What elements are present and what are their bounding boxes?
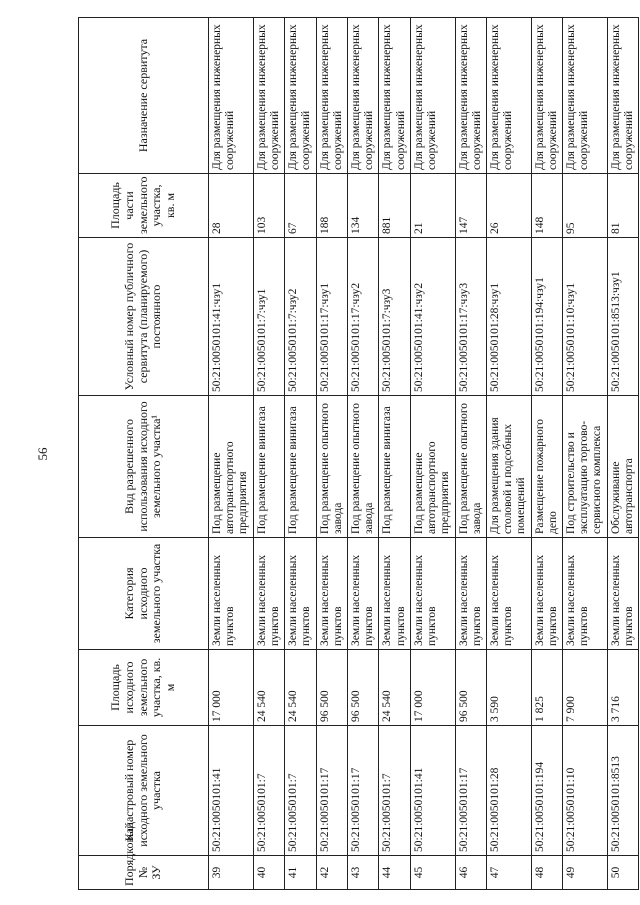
- table-row: [563, 18, 608, 890]
- cell-cadastral-number: 50:21:0050101:7: [285, 726, 316, 856]
- cell-part-area: 147: [455, 174, 486, 238]
- rotated-table-container: [78, 18, 635, 890]
- cell-easement-purpose: Для размещения инженерных сооружений: [607, 18, 638, 174]
- cell-parcel-number: 49: [563, 856, 608, 890]
- cell-cadastral-number: 50:21:0050101:8513: [607, 726, 638, 856]
- cell-land-category: Земли населенных пунктов: [486, 538, 531, 650]
- cell-part-area: 21: [410, 174, 455, 238]
- cell-permitted-use: Под размещение автотранспортного предприятия: [209, 396, 254, 538]
- cell-easement-number: 50:21:0050101:10:чзу1: [563, 238, 608, 396]
- cell-cadastral-number: 50:21:0050101:41: [410, 726, 455, 856]
- cell-easement-purpose: Для размещения инженерных сооружений: [410, 18, 455, 174]
- table-row: [285, 18, 316, 890]
- cell-part-area: 148: [531, 174, 562, 238]
- cell-parcel-number: 40: [253, 856, 284, 890]
- cell-easement-number: 50:21:0050101:17:чзу1: [316, 238, 347, 396]
- cell-source-area: 96 500: [455, 650, 486, 726]
- cell-part-area: 28: [209, 174, 254, 238]
- table-row: [455, 18, 486, 890]
- cell-cadastral-number: 50:21:0050101:41: [209, 726, 254, 856]
- cell-easement-purpose: Для размещения инженерных сооружений: [486, 18, 531, 174]
- cell-parcel-number: 45: [410, 856, 455, 890]
- cell-parcel-number: 39: [209, 856, 254, 890]
- cell-cadastral-number: 50:21:0050101:17: [455, 726, 486, 856]
- cell-cadastral-number: 50:21:0050101:7: [253, 726, 284, 856]
- cell-easement-purpose: Для размещения инженерных сооружений: [531, 18, 562, 174]
- cell-easement-number: 50:21:0050101:8513:чзу1: [607, 238, 638, 396]
- table-row: [253, 18, 284, 890]
- cell-part-area: 67: [285, 174, 316, 238]
- table-header-row: [79, 18, 209, 890]
- cell-source-area: 96 500: [347, 650, 378, 726]
- cell-easement-purpose: Для размещения инженерных сооружений: [455, 18, 486, 174]
- cell-land-category: Земли населенных пунктов: [379, 538, 410, 650]
- cell-cadastral-number: 50:21:0050101:28: [486, 726, 531, 856]
- cell-source-area: 3 590: [486, 650, 531, 726]
- cell-permitted-use: Размещение пожарного депо: [531, 396, 562, 538]
- cell-permitted-use: Для размещения здания столовой и подсобных помещений: [486, 396, 531, 538]
- cell-easement-number: 50:21:0050101:7:чзу1: [253, 238, 284, 396]
- cell-easement-purpose: Для размещения инженерных сооружений: [253, 18, 284, 174]
- cell-land-category: Земли населенных пунктов: [209, 538, 254, 650]
- cell-easement-number: 50:21:0050101:28:чзу1: [486, 238, 531, 396]
- table-row: [607, 18, 638, 890]
- cell-easement-number: 50:21:0050101:7:чзу2: [285, 238, 316, 396]
- cell-easement-purpose: Для размещения инженерных сооружений: [285, 18, 316, 174]
- cell-easement-purpose: Для размещения инженерных сооружений: [209, 18, 254, 174]
- cell-cadastral-number: 50:21:0050101:7: [379, 726, 410, 856]
- page-number: 56: [35, 447, 50, 461]
- header-cadastral-number: Кадастровый номер исходного земельного участка: [79, 726, 209, 856]
- cell-source-area: 17 000: [209, 650, 254, 726]
- cell-easement-number: 50:21:0050101:194:чзу1: [531, 238, 562, 396]
- cell-cadastral-number: 50:21:0050101:17: [347, 726, 378, 856]
- cell-source-area: 7 900: [563, 650, 608, 726]
- cell-easement-number: 50:21:0050101:7:чзу3: [379, 238, 410, 396]
- header-parcel-number: Порядковый № ЗУ: [79, 856, 209, 890]
- cell-land-category: Земли населенных пунктов: [607, 538, 638, 650]
- cell-cadastral-number: 50:21:0050101:17: [316, 726, 347, 856]
- cell-easement-purpose: Для размещения инженерных сооружений: [347, 18, 378, 174]
- cell-easement-purpose: Для размещения инженерных сооружений: [316, 18, 347, 174]
- table-row: [347, 18, 378, 890]
- cell-permitted-use: Под размещение опытного завода: [455, 396, 486, 538]
- cell-source-area: 1 825: [531, 650, 562, 726]
- cell-parcel-number: 48: [531, 856, 562, 890]
- cell-land-category: Земли населенных пунктов: [563, 538, 608, 650]
- easement-table: [78, 17, 639, 890]
- cell-source-area: 96 500: [316, 650, 347, 726]
- cell-permitted-use: Обслуживание автотранспорта: [607, 396, 638, 538]
- cell-part-area: 95: [563, 174, 608, 238]
- cell-cadastral-number: 50:21:0050101:194: [531, 726, 562, 856]
- table-row: [486, 18, 531, 890]
- header-permitted-use: Вид разрешенного использования исходного земельного участка¹: [79, 396, 209, 538]
- cell-land-category: Земли населенных пунктов: [455, 538, 486, 650]
- cell-part-area: 188: [316, 174, 347, 238]
- table-row: [209, 18, 254, 890]
- cell-parcel-number: 46: [455, 856, 486, 890]
- cell-easement-number: 50:21:0050101:17:чзу3: [455, 238, 486, 396]
- cell-easement-purpose: Для размещения инженерных сооружений: [563, 18, 608, 174]
- table-row: [531, 18, 562, 890]
- header-easement-number: Условный номер публичного сервитута (планируемого) постоянного: [79, 238, 209, 396]
- table-body: [209, 18, 639, 890]
- cell-permitted-use: Под размещение опытного завода: [316, 396, 347, 538]
- cell-land-category: Земли населенных пунктов: [285, 538, 316, 650]
- cell-land-category: Земли населенных пунктов: [531, 538, 562, 650]
- header-land-category: Категория исходного земельного участка: [79, 538, 209, 650]
- cell-parcel-number: 42: [316, 856, 347, 890]
- header-source-area: Площадь исходного земельного участка, кв. м: [79, 650, 209, 726]
- table-row: [410, 18, 455, 890]
- cell-land-category: Земли населенных пунктов: [410, 538, 455, 650]
- cell-source-area: 24 540: [379, 650, 410, 726]
- cell-permitted-use: Под размещение винигаза: [379, 396, 410, 538]
- cell-source-area: 24 540: [285, 650, 316, 726]
- table-row: [379, 18, 410, 890]
- cell-parcel-number: 41: [285, 856, 316, 890]
- cell-easement-purpose: Для размещения инженерных сооружений: [379, 18, 410, 174]
- cell-source-area: 3 716: [607, 650, 638, 726]
- cell-permitted-use: Под размещение винигаза: [285, 396, 316, 538]
- cell-easement-number: 50:21:0050101:41:чзу2: [410, 238, 455, 396]
- cell-parcel-number: 44: [379, 856, 410, 890]
- cell-part-area: 81: [607, 174, 638, 238]
- cell-source-area: 24 540: [253, 650, 284, 726]
- cell-land-category: Земли населенных пунктов: [253, 538, 284, 650]
- cell-part-area: 134: [347, 174, 378, 238]
- cell-parcel-number: 43: [347, 856, 378, 890]
- cell-source-area: 17 000: [410, 650, 455, 726]
- cell-parcel-number: 47: [486, 856, 531, 890]
- cell-permitted-use: Под размещение опытного завода: [347, 396, 378, 538]
- cell-permitted-use: Под строительство и эксплуатацию торгово-сервисного комплекса: [563, 396, 608, 538]
- header-easement-purpose: Назначение сервитута: [79, 18, 209, 174]
- cell-parcel-number: 50: [607, 856, 638, 890]
- cell-cadastral-number: 50:21:0050101:10: [563, 726, 608, 856]
- header-part-area: Площадь части земельного участка, кв. м: [79, 174, 209, 238]
- cell-part-area: 103: [253, 174, 284, 238]
- cell-part-area: 881: [379, 174, 410, 238]
- cell-permitted-use: Под размещение автотранспортного предприятия: [410, 396, 455, 538]
- cell-permitted-use: Под размещение винигаза: [253, 396, 284, 538]
- table-row: [316, 18, 347, 890]
- cell-easement-number: 50:21:0050101:17:чзу2: [347, 238, 378, 396]
- cell-land-category: Земли населенных пунктов: [347, 538, 378, 650]
- cell-part-area: 26: [486, 174, 531, 238]
- cell-land-category: Земли населенных пунктов: [316, 538, 347, 650]
- table-frame: [78, 18, 635, 890]
- cell-easement-number: 50:21:0050101:41:чзу1: [209, 238, 254, 396]
